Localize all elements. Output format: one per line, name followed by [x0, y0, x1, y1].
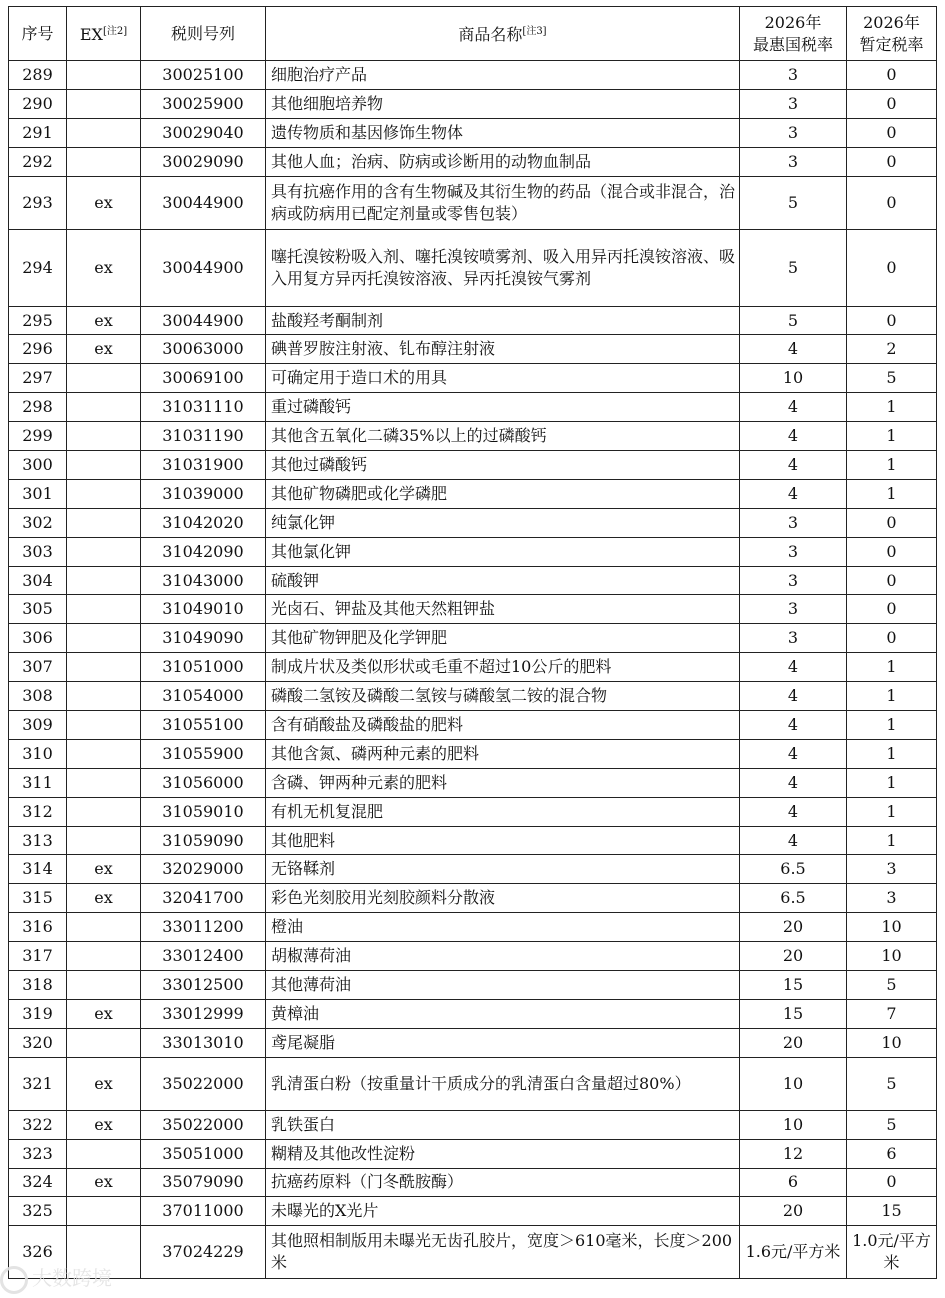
table-row [9, 595, 937, 624]
cell-seq: 306 [9, 624, 67, 653]
cell-code: 31039000 [141, 479, 266, 508]
cell-name: 乳清蛋白粉（按重量计干质成分的乳清蛋白含量超过80%） [266, 1057, 740, 1110]
cell-ex: ex [67, 176, 141, 229]
cell-seq: 291 [9, 118, 67, 147]
table-row [9, 147, 937, 176]
cell-mfn-rate: 12 [740, 1139, 847, 1168]
cell-seq: 302 [9, 508, 67, 537]
cell-name: 糊精及其他改性淀粉 [266, 1139, 740, 1168]
header-ex: EX[注2] [67, 7, 141, 61]
cell-code: 30029090 [141, 147, 266, 176]
cell-code: 31031110 [141, 393, 266, 422]
cell-provisional-rate: 1.0元/平方米 [847, 1226, 937, 1279]
cell-seq: 305 [9, 595, 67, 624]
cell-name: 细胞治疗产品 [266, 61, 740, 90]
cell-seq: 290 [9, 89, 67, 118]
table-row [9, 393, 937, 422]
cell-provisional-rate: 0 [847, 176, 937, 229]
cell-mfn-rate: 4 [740, 393, 847, 422]
cell-ex [67, 739, 141, 768]
header-name: 商品名称[注3] [266, 7, 740, 61]
cell-code: 31049010 [141, 595, 266, 624]
cell-code: 31054000 [141, 682, 266, 711]
cell-mfn-rate: 15 [740, 999, 847, 1028]
cell-provisional-rate: 1 [847, 682, 937, 711]
cell-name: 抗癌药原料（门冬酰胺酶） [266, 1168, 740, 1197]
cell-provisional-rate: 0 [847, 508, 937, 537]
cell-provisional-rate: 1 [847, 653, 937, 682]
cell-provisional-rate: 10 [847, 942, 937, 971]
cell-code: 35051000 [141, 1139, 266, 1168]
cell-code: 30029040 [141, 118, 266, 147]
cell-code: 30044900 [141, 229, 266, 306]
header-code: 税则号列 [141, 7, 266, 61]
cell-code: 33012400 [141, 942, 266, 971]
cell-mfn-rate: 3 [740, 508, 847, 537]
cell-seq: 293 [9, 176, 67, 229]
cell-seq: 325 [9, 1197, 67, 1226]
cell-mfn-rate: 4 [740, 451, 847, 480]
cell-seq: 294 [9, 229, 67, 306]
cell-mfn-rate: 20 [740, 942, 847, 971]
cell-ex [67, 479, 141, 508]
cell-provisional-rate: 0 [847, 229, 937, 306]
cell-name: 磷酸二氢铵及磷酸二氢铵与磷酸氢二铵的混合物 [266, 682, 740, 711]
cell-seq: 326 [9, 1226, 67, 1279]
cell-mfn-rate: 4 [740, 768, 847, 797]
cell-code: 31051000 [141, 653, 266, 682]
cell-ex: ex [67, 855, 141, 884]
cell-seq: 323 [9, 1139, 67, 1168]
cell-name: 未曝光的X光片 [266, 1197, 740, 1226]
cell-code: 31055900 [141, 739, 266, 768]
cell-name: 具有抗癌作用的含有生物碱及其衍生物的药品（混合或非混合，治病或防病用已配定剂量或零售包装） [266, 176, 740, 229]
table-row [9, 537, 937, 566]
watermark: 大数跨境 [0, 1262, 112, 1294]
cell-ex [67, 826, 141, 855]
table-row [9, 1139, 937, 1168]
cell-ex [67, 147, 141, 176]
cell-mfn-rate: 3 [740, 147, 847, 176]
cell-mfn-rate: 4 [740, 479, 847, 508]
cell-mfn-rate: 20 [740, 913, 847, 942]
cell-seq: 300 [9, 451, 67, 480]
cell-mfn-rate: 1.6元/平方米 [740, 1226, 847, 1279]
cell-code: 33012999 [141, 999, 266, 1028]
cell-provisional-rate: 0 [847, 306, 937, 335]
cell-code: 31031900 [141, 451, 266, 480]
cell-provisional-rate: 5 [847, 971, 937, 1000]
cell-ex [67, 422, 141, 451]
cell-name: 其他氯化钾 [266, 537, 740, 566]
cell-ex [67, 1226, 141, 1279]
table-row [9, 451, 937, 480]
cell-seq: 312 [9, 797, 67, 826]
cell-provisional-rate: 6 [847, 1139, 937, 1168]
cell-code: 31059010 [141, 797, 266, 826]
cell-mfn-rate: 4 [740, 826, 847, 855]
cell-name: 含磷、钾两种元素的肥料 [266, 768, 740, 797]
cell-provisional-rate: 5 [847, 1057, 937, 1110]
cell-seq: 308 [9, 682, 67, 711]
table-row [9, 61, 937, 90]
cell-code: 35079090 [141, 1168, 266, 1197]
cell-provisional-rate: 0 [847, 595, 937, 624]
cell-code: 33013010 [141, 1028, 266, 1057]
cell-name: 有机无机复混肥 [266, 797, 740, 826]
cell-name: 其他含五氧化二磷35%以上的过磷酸钙 [266, 422, 740, 451]
cell-ex: ex [67, 1110, 141, 1139]
cell-name: 其他矿物磷肥或化学磷肥 [266, 479, 740, 508]
cell-name: 纯氯化钾 [266, 508, 740, 537]
cell-name: 乳铁蛋白 [266, 1110, 740, 1139]
cell-ex [67, 89, 141, 118]
cell-seq: 289 [9, 61, 67, 90]
cell-provisional-rate: 10 [847, 1028, 937, 1057]
table-header-row [9, 7, 937, 61]
cell-seq: 320 [9, 1028, 67, 1057]
cell-ex: ex [67, 999, 141, 1028]
cell-ex [67, 393, 141, 422]
cell-seq: 316 [9, 913, 67, 942]
cell-seq: 321 [9, 1057, 67, 1110]
cell-provisional-rate: 1 [847, 739, 937, 768]
table-row [9, 1168, 937, 1197]
cell-provisional-rate: 1 [847, 393, 937, 422]
cell-ex [67, 913, 141, 942]
cell-seq: 319 [9, 999, 67, 1028]
cell-provisional-rate: 3 [847, 884, 937, 913]
cell-ex [67, 364, 141, 393]
cell-mfn-rate: 3 [740, 118, 847, 147]
header-mfn-rate: 2026年 最惠国税率 [740, 7, 847, 61]
cell-code: 30063000 [141, 335, 266, 364]
cell-mfn-rate: 10 [740, 364, 847, 393]
table-row [9, 797, 937, 826]
cell-mfn-rate: 6.5 [740, 855, 847, 884]
cell-seq: 315 [9, 884, 67, 913]
cell-mfn-rate: 5 [740, 176, 847, 229]
cell-seq: 303 [9, 537, 67, 566]
cell-seq: 322 [9, 1110, 67, 1139]
cell-mfn-rate: 10 [740, 1057, 847, 1110]
cell-ex [67, 566, 141, 595]
cell-ex [67, 1197, 141, 1226]
cell-mfn-rate: 4 [740, 422, 847, 451]
cell-mfn-rate: 4 [740, 797, 847, 826]
cell-name: 光卤石、钾盐及其他天然粗钾盐 [266, 595, 740, 624]
table-row [9, 624, 937, 653]
table-row [9, 306, 937, 335]
cell-ex [67, 768, 141, 797]
cell-code: 31042020 [141, 508, 266, 537]
cell-code: 30025100 [141, 61, 266, 90]
cell-mfn-rate: 5 [740, 306, 847, 335]
table-row [9, 768, 937, 797]
cell-ex [67, 711, 141, 740]
cell-name: 黄樟油 [266, 999, 740, 1028]
cell-name: 碘普罗胺注射液、钆布醇注射液 [266, 335, 740, 364]
table-row [9, 884, 937, 913]
cell-code: 30044900 [141, 176, 266, 229]
cell-mfn-rate: 6 [740, 1168, 847, 1197]
cell-code: 35022000 [141, 1110, 266, 1139]
cell-provisional-rate: 3 [847, 855, 937, 884]
cell-mfn-rate: 4 [740, 335, 847, 364]
cell-ex: ex [67, 1168, 141, 1197]
cell-code: 33012500 [141, 971, 266, 1000]
cell-mfn-rate: 3 [740, 624, 847, 653]
cell-mfn-rate: 4 [740, 682, 847, 711]
cell-ex [67, 1028, 141, 1057]
cell-mfn-rate: 3 [740, 61, 847, 90]
cell-ex: ex [67, 229, 141, 306]
table-row [9, 653, 937, 682]
cell-mfn-rate: 20 [740, 1197, 847, 1226]
cell-seq: 311 [9, 768, 67, 797]
cell-code: 37011000 [141, 1197, 266, 1226]
cell-provisional-rate: 2 [847, 335, 937, 364]
cell-mfn-rate: 4 [740, 739, 847, 768]
cell-mfn-rate: 3 [740, 537, 847, 566]
cell-seq: 295 [9, 306, 67, 335]
cell-ex [67, 118, 141, 147]
cell-name: 制成片状及类似形状或毛重不超过10公斤的肥料 [266, 653, 740, 682]
cell-mfn-rate: 15 [740, 971, 847, 1000]
cell-code: 31049090 [141, 624, 266, 653]
cell-ex [67, 61, 141, 90]
cell-seq: 317 [9, 942, 67, 971]
cell-code: 31043000 [141, 566, 266, 595]
cell-provisional-rate: 1 [847, 422, 937, 451]
cell-ex [67, 508, 141, 537]
cell-seq: 310 [9, 739, 67, 768]
cell-name: 盐酸羟考酮制剂 [266, 306, 740, 335]
table-row [9, 422, 937, 451]
cell-seq: 313 [9, 826, 67, 855]
cell-mfn-rate: 4 [740, 653, 847, 682]
cell-code: 37024229 [141, 1226, 266, 1279]
cell-provisional-rate: 1 [847, 451, 937, 480]
cell-code: 31059090 [141, 826, 266, 855]
cell-name: 橙油 [266, 913, 740, 942]
cell-seq: 296 [9, 335, 67, 364]
table-row [9, 855, 937, 884]
cell-name: 其他过磷酸钙 [266, 451, 740, 480]
table-row [9, 118, 937, 147]
cell-seq: 314 [9, 855, 67, 884]
table-row [9, 479, 937, 508]
cell-ex [67, 595, 141, 624]
cell-seq: 309 [9, 711, 67, 740]
cell-name: 其他矿物钾肥及化学钾肥 [266, 624, 740, 653]
cell-ex: ex [67, 884, 141, 913]
table-row [9, 971, 937, 1000]
header-provisional-rate: 2026年 暂定税率 [847, 7, 937, 61]
cell-name: 无铬鞣剂 [266, 855, 740, 884]
cell-name: 鸢尾凝脂 [266, 1028, 740, 1057]
table-row [9, 1028, 937, 1057]
cell-name: 其他人血；治病、防病或诊断用的动物血制品 [266, 147, 740, 176]
cell-code: 30025900 [141, 89, 266, 118]
cell-code: 35022000 [141, 1057, 266, 1110]
table-row [9, 942, 937, 971]
cell-seq: 292 [9, 147, 67, 176]
cell-ex [67, 942, 141, 971]
table-row [9, 711, 937, 740]
cell-seq: 304 [9, 566, 67, 595]
cell-code: 32041700 [141, 884, 266, 913]
cell-ex [67, 624, 141, 653]
table-row [9, 913, 937, 942]
cell-seq: 299 [9, 422, 67, 451]
cell-ex [67, 682, 141, 711]
cell-seq: 307 [9, 653, 67, 682]
cell-code: 31042090 [141, 537, 266, 566]
cell-provisional-rate: 5 [847, 364, 937, 393]
cell-name: 遗传物质和基因修饰生物体 [266, 118, 740, 147]
cell-code: 33011200 [141, 913, 266, 942]
cell-provisional-rate: 0 [847, 566, 937, 595]
table-row [9, 999, 937, 1028]
cell-name: 其他含氮、磷两种元素的肥料 [266, 739, 740, 768]
cell-ex: ex [67, 1057, 141, 1110]
cell-provisional-rate: 10 [847, 913, 937, 942]
table-row [9, 1226, 937, 1279]
cell-provisional-rate: 0 [847, 89, 937, 118]
cell-name: 含有硝酸盐及磷酸盐的肥料 [266, 711, 740, 740]
table-row [9, 1057, 937, 1110]
cell-name: 其他薄荷油 [266, 971, 740, 1000]
tariff-table [8, 6, 937, 1279]
cell-ex [67, 1139, 141, 1168]
table-row [9, 1197, 937, 1226]
cell-seq: 298 [9, 393, 67, 422]
cell-name: 其他细胞培养物 [266, 89, 740, 118]
table-row [9, 566, 937, 595]
cell-code: 31056000 [141, 768, 266, 797]
cell-provisional-rate: 0 [847, 61, 937, 90]
cell-name: 其他肥料 [266, 826, 740, 855]
cell-code: 32029000 [141, 855, 266, 884]
cell-mfn-rate: 3 [740, 89, 847, 118]
cell-provisional-rate: 1 [847, 826, 937, 855]
cell-mfn-rate: 3 [740, 566, 847, 595]
cell-seq: 318 [9, 971, 67, 1000]
cell-mfn-rate: 20 [740, 1028, 847, 1057]
cell-code: 30069100 [141, 364, 266, 393]
cell-provisional-rate: 1 [847, 711, 937, 740]
cell-provisional-rate: 0 [847, 624, 937, 653]
cell-mfn-rate: 4 [740, 711, 847, 740]
cell-code: 31031190 [141, 422, 266, 451]
cell-name: 其他照相制版用未曝光无齿孔胶片，宽度＞610毫米，长度＞200米 [266, 1226, 740, 1279]
cell-provisional-rate: 0 [847, 147, 937, 176]
cell-seq: 301 [9, 479, 67, 508]
cell-name: 胡椒薄荷油 [266, 942, 740, 971]
cell-provisional-rate: 1 [847, 768, 937, 797]
cell-ex: ex [67, 335, 141, 364]
note-2-ref: [注2] [102, 26, 128, 37]
cell-ex [67, 971, 141, 1000]
cell-seq: 324 [9, 1168, 67, 1197]
cell-mfn-rate: 3 [740, 595, 847, 624]
cell-provisional-rate: 15 [847, 1197, 937, 1226]
header-seq: 序号 [9, 7, 67, 61]
cell-ex [67, 537, 141, 566]
table-row [9, 176, 937, 229]
table-row [9, 508, 937, 537]
cell-mfn-rate: 10 [740, 1110, 847, 1139]
cell-name: 可确定用于造口术的用具 [266, 364, 740, 393]
table-row [9, 229, 937, 306]
cell-name: 彩色光刻胶用光刻胶颜料分散液 [266, 884, 740, 913]
cell-code: 31055100 [141, 711, 266, 740]
cell-provisional-rate: 0 [847, 537, 937, 566]
table-row [9, 89, 937, 118]
table-row [9, 739, 937, 768]
note-3-ref: [注3] [522, 26, 547, 37]
cell-mfn-rate: 6.5 [740, 884, 847, 913]
table-row [9, 1110, 937, 1139]
table-row [9, 826, 937, 855]
cell-provisional-rate: 1 [847, 479, 937, 508]
cell-name: 重过磷酸钙 [266, 393, 740, 422]
cell-provisional-rate: 0 [847, 1168, 937, 1197]
cell-provisional-rate: 5 [847, 1110, 937, 1139]
table-row [9, 364, 937, 393]
cell-ex [67, 451, 141, 480]
cell-provisional-rate: 1 [847, 797, 937, 826]
table-body [9, 61, 937, 1279]
cell-name: 硫酸钾 [266, 566, 740, 595]
table-row [9, 335, 937, 364]
cell-ex: ex [67, 306, 141, 335]
table-row [9, 682, 937, 711]
cell-name: 噻托溴铵粉吸入剂、噻托溴铵喷雾剂、吸入用异丙托溴铵溶液、吸入用复方异丙托溴铵溶液、异丙托溴铵气雾剂 [266, 229, 740, 306]
cell-mfn-rate: 5 [740, 229, 847, 306]
cell-ex [67, 653, 141, 682]
cell-code: 30044900 [141, 306, 266, 335]
cell-provisional-rate: 7 [847, 999, 937, 1028]
cell-seq: 297 [9, 364, 67, 393]
cell-ex [67, 797, 141, 826]
cell-provisional-rate: 0 [847, 118, 937, 147]
